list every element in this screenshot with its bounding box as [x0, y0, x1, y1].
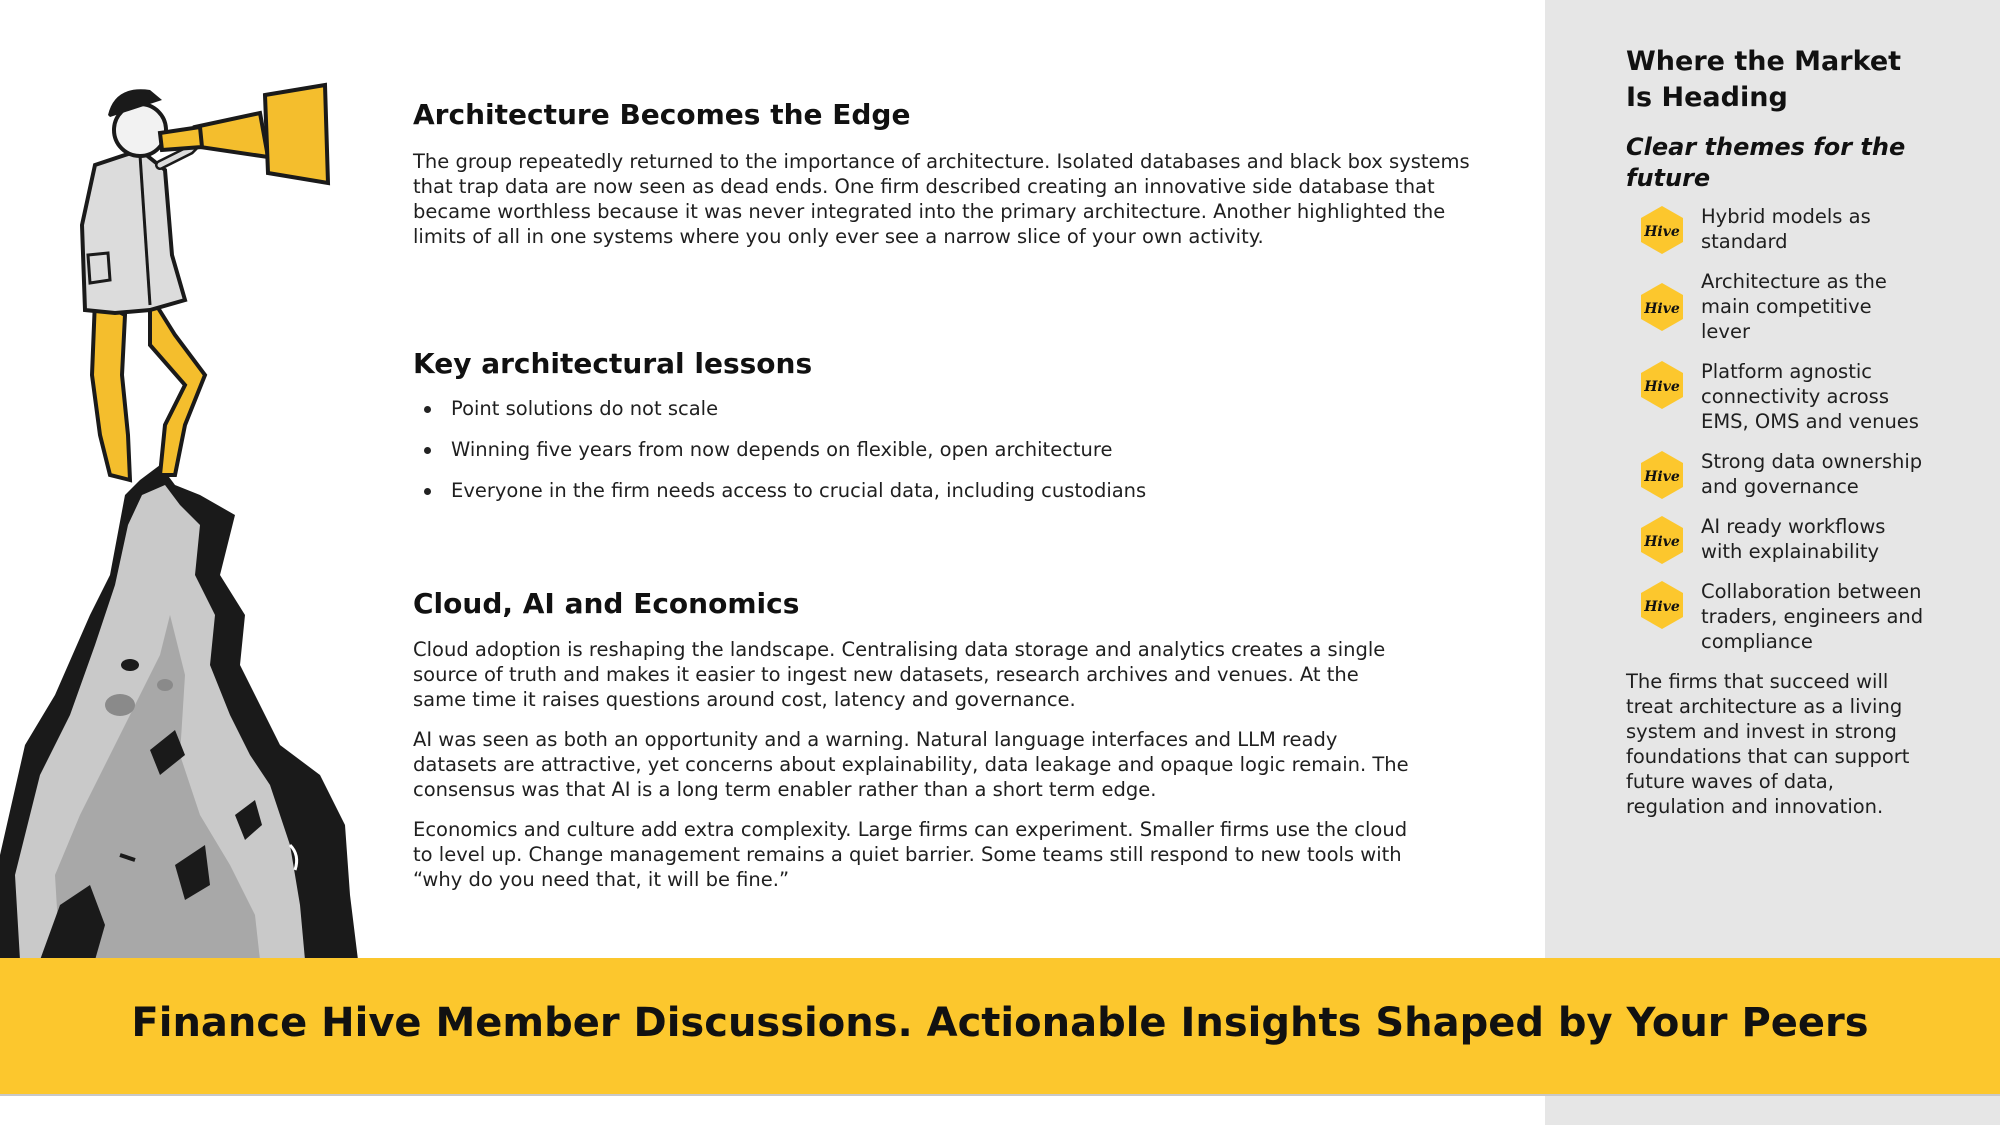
sidebar-title: Where the Market Is Heading	[1626, 46, 1902, 113]
badge-text: Hive	[1644, 301, 1680, 317]
list-item	[1626, 359, 1926, 434]
section-title-cloud-ai: Cloud, AI and Economics	[413, 587, 800, 620]
theme-label: Architecture as the main competitive lever	[1701, 270, 1887, 343]
themes-list	[1626, 204, 1926, 654]
hive-hexagon-icon	[1639, 282, 1685, 332]
sidebar-footer: The firms that succeed will treat architecture as a living system and invest in strong foundations that can support future waves of data, regulation and innovation.	[1626, 670, 1910, 818]
list-item	[1626, 579, 1926, 654]
section-title-architecture: Architecture Becomes the Edge	[413, 98, 911, 131]
hive-hexagon-icon	[1639, 580, 1685, 630]
hive-hexagon-icon	[1639, 450, 1685, 500]
sidebar	[1545, 0, 2000, 1125]
hive-hexagon-icon	[1639, 205, 1685, 255]
section-body-architecture: The group repeatedly returned to the importance of architecture. Isolated databases and black box systems that trap data are now seen as dead ends. One firm described creating an innovative side database that became worthless because it was never integrated into the primary architecture. Another highlighted the limits of all in one systems where you only ever see a narrow slice of your own activity.	[413, 150, 1470, 248]
theme-label: AI ready workflows with explainability	[1701, 515, 1886, 563]
lessons-list	[413, 396, 1146, 519]
theme-label: Platform agnostic connectivity across EMS, OMS and venues	[1701, 360, 1919, 433]
badge-text: Hive	[1644, 534, 1680, 550]
badge-text: Hive	[1644, 379, 1680, 395]
section-title-lessons: Key architectural lessons	[413, 347, 813, 380]
section-paragraph: Cloud adoption is reshaping the landscape. Centralising data storage and analytics creates a single source of truth and makes it easier to ingest new datasets, research archives and venues. At the same time it raises questions around cost, latency and governance.	[413, 638, 1386, 711]
theme-label: Strong data ownership and governance	[1701, 450, 1923, 498]
section-paragraph: Economics and culture add extra complexity. Large firms can experiment. Smaller firms use the cloud to level up. Change management remains a quiet barrier. Some teams still respond to new tools with “why do you need that, it will be fine.”	[413, 818, 1408, 891]
banner-text: Finance Hive Member Discussions. Actionable Insights Shaped by Your Peers	[131, 1000, 1869, 1046]
list-item	[1626, 269, 1926, 344]
person-with-telescope-on-rock-icon	[0, 55, 360, 960]
list-item: Everyone in the firm needs access to crucial data, including custodians	[413, 478, 1146, 519]
hive-hexagon-icon	[1639, 360, 1685, 410]
list-item: Point solutions do not scale	[413, 396, 1146, 437]
list-item	[1626, 449, 1926, 499]
section-paragraph: AI was seen as both an opportunity and a warning. Natural language interfaces and LLM ready datasets are attractive, yet concerns about explainability, data leakage and opaque logic remain. The consensus was that AI is a long term enabler rather than a short term edge.	[413, 728, 1409, 801]
badge-text: Hive	[1644, 599, 1680, 615]
list-item	[1626, 514, 1926, 564]
badge-text: Hive	[1644, 469, 1680, 485]
list-item	[1626, 204, 1926, 254]
banner-divider	[0, 1094, 2000, 1096]
badge-text: Hive	[1644, 224, 1680, 240]
theme-label: Hybrid models as standard	[1701, 205, 1871, 253]
footer-banner	[0, 958, 2000, 1094]
theme-label: Collaboration between traders, engineers and compliance	[1701, 580, 1924, 653]
list-item: Winning five years from now depends on flexible, open architecture	[413, 437, 1146, 478]
sidebar-subtitle: Clear themes for the future	[1626, 133, 1906, 192]
hive-hexagon-icon	[1639, 515, 1685, 565]
